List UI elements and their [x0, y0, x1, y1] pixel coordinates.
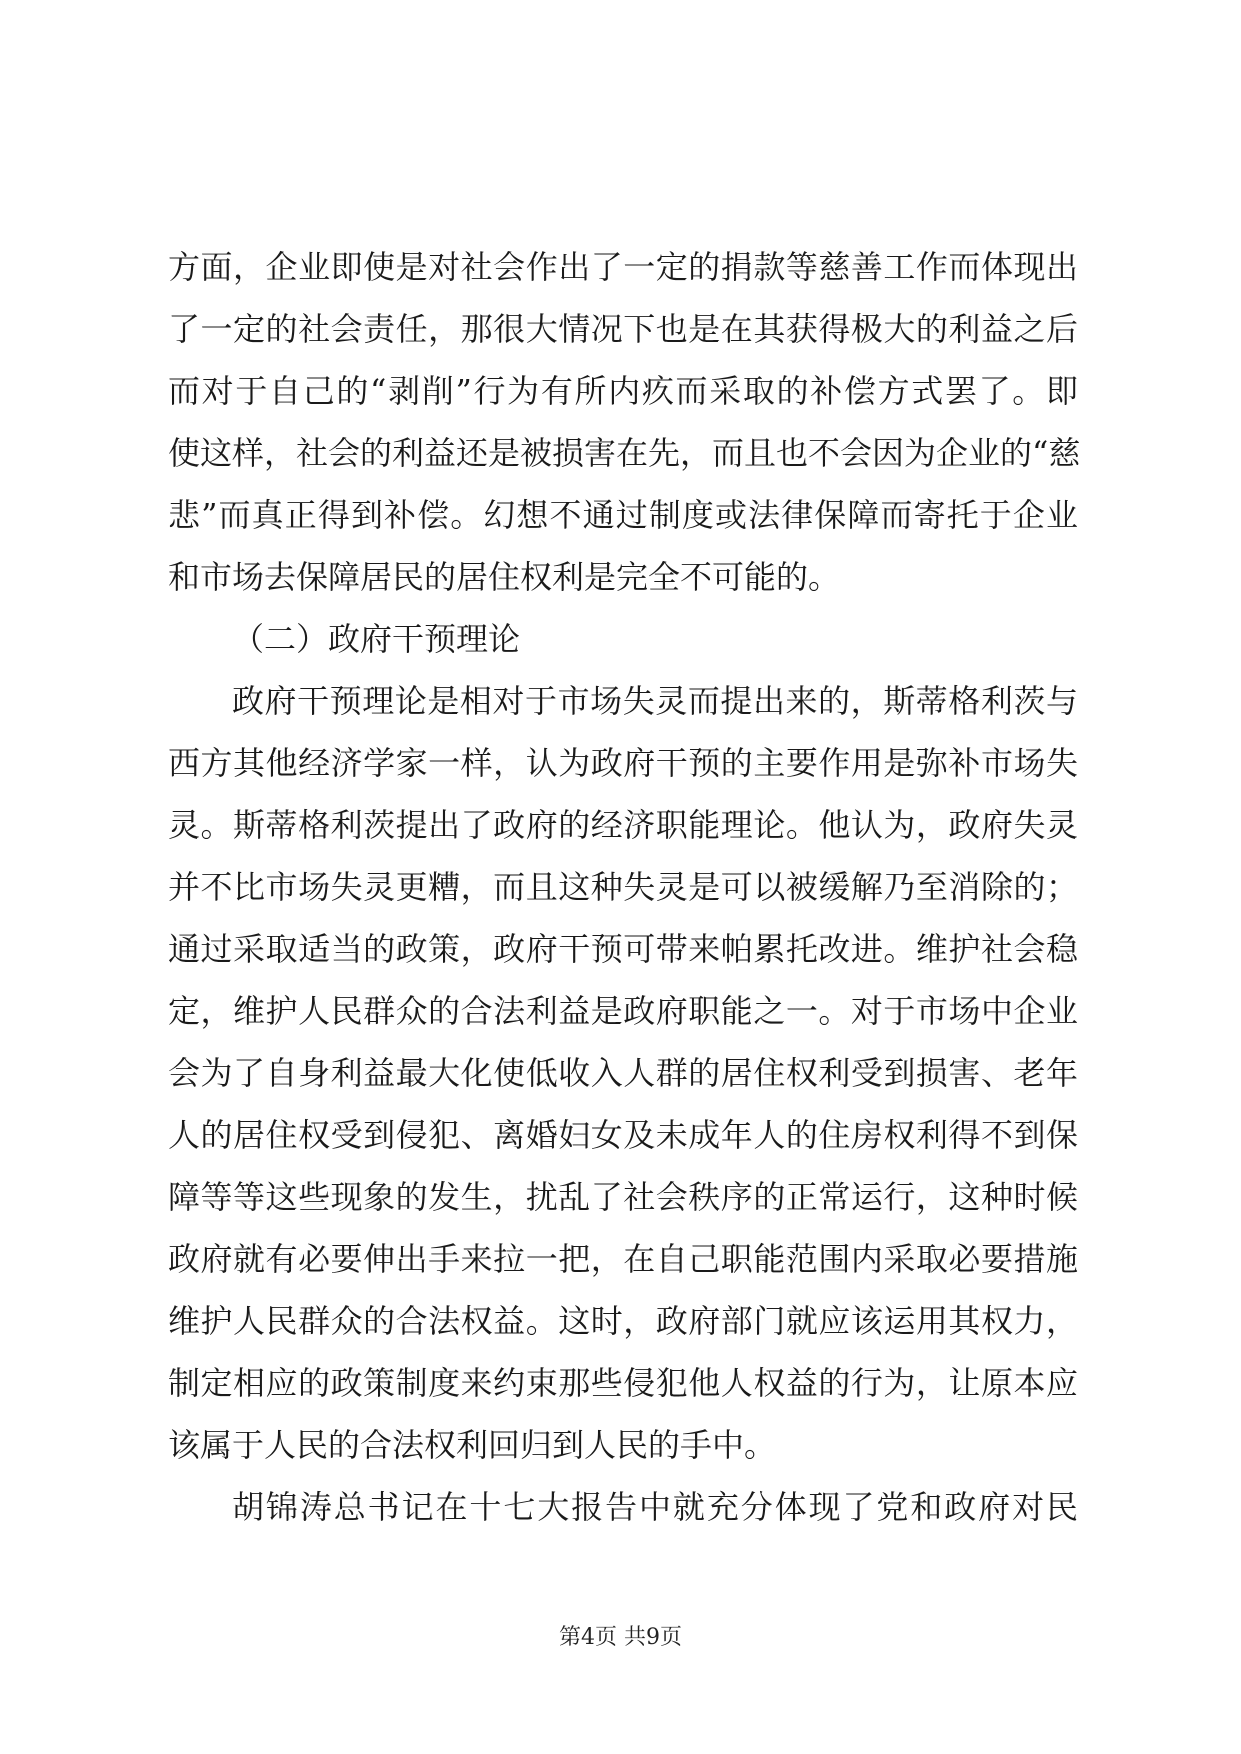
- text-line: 维护人民群众的合法权益。这时，政府部门就应该运用其权力，: [168, 1302, 1078, 1340]
- text-line: 障等等这些现象的发生，扰乱了社会秩序的正常运行，这种时候: [168, 1178, 1078, 1216]
- text-line: 制定相应的政策制度来约束那些侵犯他人权益的行为，让原本应: [168, 1364, 1078, 1402]
- text-line: 和市场去保障居民的居住权利是完全不可能的。: [168, 558, 841, 596]
- document-body: [168, 236, 1081, 1538]
- paragraph-first-line: 胡锦涛总书记在十七大报告中就充分体现了党和政府对民: [232, 1488, 1078, 1526]
- text-line: 定，维护人民群众的合法利益是政府职能之一。对于市场中企业: [168, 992, 1078, 1030]
- section-heading: （二）政府干预理论: [232, 620, 521, 658]
- text-line: 并不比市场失灵更糟，而且这种失灵是可以被缓解乃至消除的；: [168, 868, 1078, 906]
- text-line: 会为了自身利益最大化使低收入人群的居住权利受到损害、老年: [168, 1054, 1078, 1092]
- text-line: 而对于自己的“剥削”行为有所内疚而采取的补偿方式罢了。即: [168, 372, 1078, 410]
- page-number: 第4页 共9页: [559, 1625, 682, 1650]
- text-line: 政府就有必要伸出手来拉一把，在自己职能范围内采取必要措施: [168, 1240, 1078, 1278]
- text-line: 悲”而真正得到补偿。幻想不通过制度或法律保障而寄托于企业: [168, 496, 1078, 534]
- text-line: 了一定的社会责任，那很大情况下也是在其获得极大的利益之后: [168, 310, 1078, 348]
- text-line: 通过采取适当的政策，政府干预可带来帕累托改进。维护社会稳: [168, 930, 1078, 968]
- paragraph-first-line: 政府干预理论是相对于市场失灵而提出来的，斯蒂格利茨与: [232, 682, 1078, 720]
- text-line: 该属于人民的合法权利回归到人民的手中。: [168, 1426, 777, 1464]
- text-line: 方面，企业即使是对社会作出了一定的捐款等慈善工作而体现出: [168, 248, 1078, 286]
- text-line: 灵。斯蒂格利茨提出了政府的经济职能理论。他认为，政府失灵: [168, 806, 1078, 844]
- text-line: 使这样，社会的利益还是被损害在先，而且也不会因为企业的“慈: [168, 434, 1081, 472]
- text-line: 人的居住权受到侵犯、离婚妇女及未成年人的住房权利得不到保: [168, 1116, 1078, 1154]
- text-line: 西方其他经济学家一样，认为政府干预的主要作用是弥补市场失: [168, 744, 1078, 782]
